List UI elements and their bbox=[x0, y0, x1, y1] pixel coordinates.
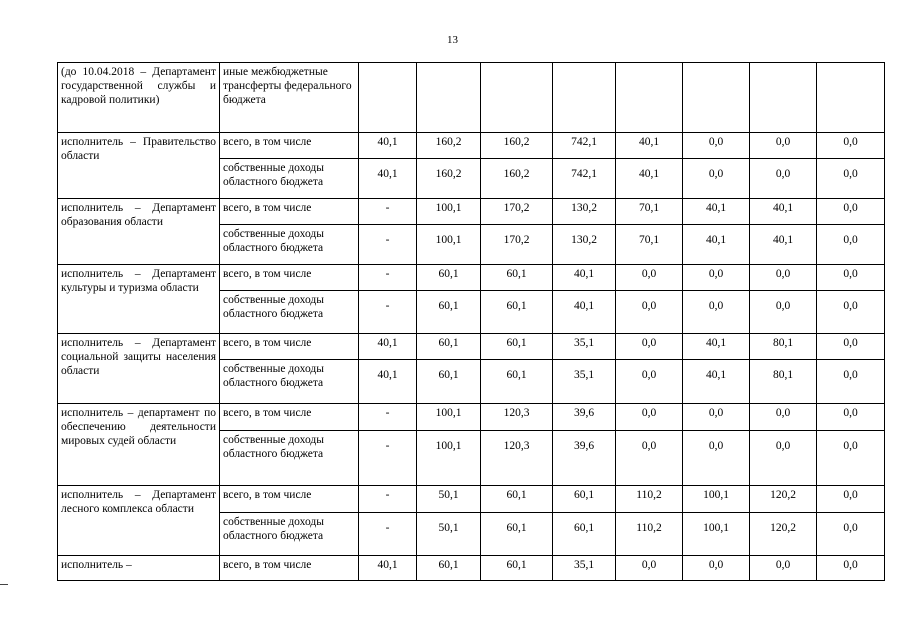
value-cell: 0,0 bbox=[616, 556, 683, 581]
value-cell: 60,1 bbox=[481, 265, 553, 291]
value-cell: 0,0 bbox=[616, 291, 683, 334]
value-cell: 80,1 bbox=[750, 360, 817, 404]
value-cell: 0,0 bbox=[817, 225, 885, 265]
funding-source-cell: всего, в том числе bbox=[220, 199, 359, 225]
value-cell: 35,1 bbox=[553, 360, 616, 404]
funding-source-cell: всего, в том числе bbox=[220, 334, 359, 360]
value-cell: 0,0 bbox=[616, 360, 683, 404]
value-cell: 60,1 bbox=[481, 556, 553, 581]
page-number: 13 bbox=[447, 34, 458, 46]
executor-cell: исполнитель – Департамент культуры и туризма области bbox=[58, 265, 220, 334]
value-cell: 100,1 bbox=[417, 199, 481, 225]
executor-cell: исполнитель – департамент по обеспечению деятельности мировых судей области bbox=[58, 404, 220, 486]
funding-source-cell: собственные доходы областного бюджета bbox=[220, 291, 359, 334]
value-cell bbox=[553, 63, 616, 133]
value-cell: 60,1 bbox=[553, 486, 616, 513]
table-row bbox=[58, 265, 885, 291]
value-cell: 40,1 bbox=[616, 133, 683, 159]
value-cell: 60,1 bbox=[417, 291, 481, 334]
value-cell: 0,0 bbox=[683, 404, 750, 431]
funding-source-cell: собственные доходы областного бюджета bbox=[220, 225, 359, 265]
value-cell: 0,0 bbox=[817, 334, 885, 360]
value-cell: 100,1 bbox=[417, 431, 481, 486]
table-row bbox=[58, 556, 885, 581]
value-cell: 60,1 bbox=[417, 556, 481, 581]
value-cell: 0,0 bbox=[683, 291, 750, 334]
value-cell: 110,2 bbox=[616, 513, 683, 556]
value-cell: 60,1 bbox=[417, 360, 481, 404]
value-cell: 0,0 bbox=[817, 556, 885, 581]
value-cell: 170,2 bbox=[481, 199, 553, 225]
value-cell: 60,1 bbox=[481, 291, 553, 334]
value-cell: 0,0 bbox=[750, 431, 817, 486]
value-cell: 40,1 bbox=[553, 265, 616, 291]
funding-source-cell: иные межбюджетные трансферты федерального бюджета bbox=[220, 63, 359, 133]
value-cell: 0,0 bbox=[683, 431, 750, 486]
value-cell: 0,0 bbox=[683, 556, 750, 581]
value-cell: 100,1 bbox=[417, 225, 481, 265]
value-cell: 120,2 bbox=[750, 513, 817, 556]
value-cell: 0,0 bbox=[750, 291, 817, 334]
value-cell: 120,3 bbox=[481, 404, 553, 431]
table-row bbox=[58, 334, 885, 360]
value-cell: 130,2 bbox=[553, 225, 616, 265]
value-cell: 40,1 bbox=[683, 225, 750, 265]
value-cell: 0,0 bbox=[817, 513, 885, 556]
funding-source-cell: всего, в том числе bbox=[220, 556, 359, 581]
value-cell: - bbox=[359, 265, 417, 291]
value-cell: 50,1 bbox=[417, 486, 481, 513]
value-cell: 0,0 bbox=[616, 431, 683, 486]
value-cell: 40,1 bbox=[359, 133, 417, 159]
value-cell bbox=[616, 63, 683, 133]
value-cell: - bbox=[359, 486, 417, 513]
table-row bbox=[58, 133, 885, 159]
value-cell: 39,6 bbox=[553, 404, 616, 431]
table-row bbox=[58, 486, 885, 513]
funding-source-cell: всего, в том числе bbox=[220, 265, 359, 291]
value-cell: 160,2 bbox=[417, 133, 481, 159]
value-cell: 0,0 bbox=[616, 404, 683, 431]
value-cell: 35,1 bbox=[553, 556, 616, 581]
executor-cell: (до 10.04.2018 – Департамент государственной службы и кадровой политики) bbox=[58, 63, 220, 133]
funding-source-cell: всего, в том числе bbox=[220, 486, 359, 513]
value-cell: 40,1 bbox=[359, 556, 417, 581]
value-cell bbox=[817, 63, 885, 133]
value-cell: 0,0 bbox=[683, 159, 750, 199]
value-cell: 0,0 bbox=[750, 159, 817, 199]
value-cell: 60,1 bbox=[553, 513, 616, 556]
funding-source-cell: всего, в том числе bbox=[220, 404, 359, 431]
value-cell bbox=[359, 63, 417, 133]
value-cell: 120,2 bbox=[750, 486, 817, 513]
value-cell: - bbox=[359, 291, 417, 334]
table-row-header bbox=[58, 63, 885, 133]
table-row bbox=[58, 404, 885, 431]
value-cell: 110,2 bbox=[616, 486, 683, 513]
table-row bbox=[58, 199, 885, 225]
value-cell: 70,1 bbox=[616, 225, 683, 265]
value-cell: 0,0 bbox=[683, 133, 750, 159]
value-cell: 40,1 bbox=[359, 360, 417, 404]
value-cell: 0,0 bbox=[750, 265, 817, 291]
value-cell: 50,1 bbox=[417, 513, 481, 556]
value-cell: 60,1 bbox=[481, 360, 553, 404]
value-cell: 35,1 bbox=[553, 334, 616, 360]
funding-source-cell: собственные доходы областного бюджета bbox=[220, 360, 359, 404]
value-cell: 60,1 bbox=[481, 486, 553, 513]
value-cell: 0,0 bbox=[817, 291, 885, 334]
value-cell: 40,1 bbox=[683, 334, 750, 360]
executor-cell: исполнитель – Департамент социальной защиты населения области bbox=[58, 334, 220, 404]
value-cell: 0,0 bbox=[817, 404, 885, 431]
value-cell: 40,1 bbox=[359, 334, 417, 360]
value-cell: 100,1 bbox=[683, 513, 750, 556]
value-cell: 40,1 bbox=[683, 199, 750, 225]
value-cell: 0,0 bbox=[817, 360, 885, 404]
value-cell: 0,0 bbox=[616, 334, 683, 360]
value-cell: 0,0 bbox=[817, 486, 885, 513]
executor-cell: исполнитель – Правительство области bbox=[58, 133, 220, 199]
value-cell: 160,2 bbox=[481, 133, 553, 159]
value-cell: 39,6 bbox=[553, 431, 616, 486]
value-cell: 160,2 bbox=[417, 159, 481, 199]
value-cell: 0,0 bbox=[817, 199, 885, 225]
value-cell: 0,0 bbox=[750, 404, 817, 431]
value-cell bbox=[417, 63, 481, 133]
executor-cell: исполнитель – Департамент лесного комплекса области bbox=[58, 486, 220, 556]
value-cell: 60,1 bbox=[481, 334, 553, 360]
value-cell: 60,1 bbox=[481, 513, 553, 556]
value-cell bbox=[481, 63, 553, 133]
value-cell: 40,1 bbox=[683, 360, 750, 404]
value-cell: 742,1 bbox=[553, 159, 616, 199]
funding-source-cell: всего, в том числе bbox=[220, 133, 359, 159]
value-cell: - bbox=[359, 431, 417, 486]
value-cell: 100,1 bbox=[417, 404, 481, 431]
value-cell: 0,0 bbox=[616, 265, 683, 291]
value-cell: 40,1 bbox=[359, 159, 417, 199]
value-cell: 40,1 bbox=[750, 225, 817, 265]
value-cell: 40,1 bbox=[553, 291, 616, 334]
funding-source-cell: собственные доходы областного бюджета bbox=[220, 159, 359, 199]
margin-tick bbox=[0, 584, 8, 585]
value-cell: 742,1 bbox=[553, 133, 616, 159]
value-cell: 160,2 bbox=[481, 159, 553, 199]
value-cell: 0,0 bbox=[750, 133, 817, 159]
value-cell: - bbox=[359, 404, 417, 431]
value-cell: - bbox=[359, 513, 417, 556]
value-cell: 40,1 bbox=[750, 199, 817, 225]
value-cell: 170,2 bbox=[481, 225, 553, 265]
value-cell: 130,2 bbox=[553, 199, 616, 225]
value-cell: 0,0 bbox=[750, 556, 817, 581]
value-cell: 60,1 bbox=[417, 334, 481, 360]
value-cell: - bbox=[359, 225, 417, 265]
value-cell: 60,1 bbox=[417, 265, 481, 291]
value-cell: 0,0 bbox=[817, 159, 885, 199]
value-cell: 0,0 bbox=[817, 431, 885, 486]
value-cell bbox=[750, 63, 817, 133]
funding-source-cell: собственные доходы областного бюджета bbox=[220, 431, 359, 486]
executor-cell: исполнитель – Департамент образования области bbox=[58, 199, 220, 265]
value-cell: 0,0 bbox=[683, 265, 750, 291]
value-cell: 120,3 bbox=[481, 431, 553, 486]
value-cell bbox=[683, 63, 750, 133]
value-cell: 0,0 bbox=[817, 133, 885, 159]
funding-source-cell: собственные доходы областного бюджета bbox=[220, 513, 359, 556]
value-cell: - bbox=[359, 199, 417, 225]
value-cell: 80,1 bbox=[750, 334, 817, 360]
value-cell: 0,0 bbox=[817, 265, 885, 291]
value-cell: 40,1 bbox=[616, 159, 683, 199]
executor-cell: исполнитель – bbox=[58, 556, 220, 581]
value-cell: 100,1 bbox=[683, 486, 750, 513]
budget-table bbox=[57, 62, 885, 581]
value-cell: 70,1 bbox=[616, 199, 683, 225]
